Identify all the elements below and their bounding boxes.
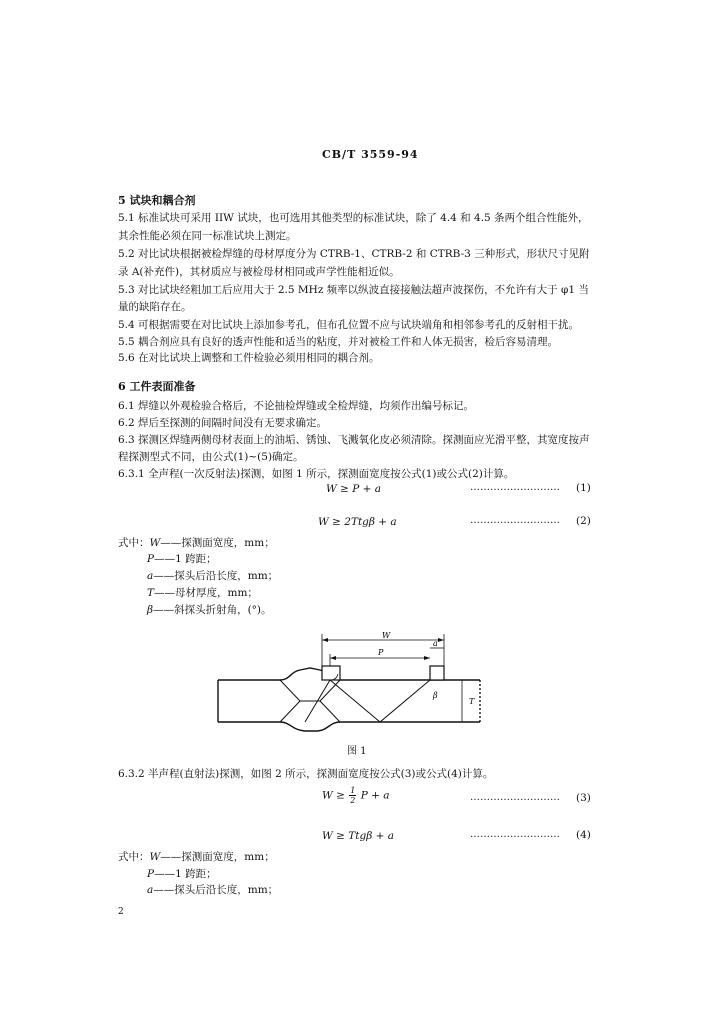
equation-1-leader: ……………………… — [470, 482, 560, 493]
def-row: 式中：W——探测面宽度，mm； — [118, 851, 275, 863]
def-row: 式中：W——探测面宽度，mm； — [118, 537, 275, 549]
fig1-label-a: a — [433, 639, 438, 648]
plate-bottom — [218, 722, 480, 731]
def-row: T——母材厚度，mm； — [147, 587, 258, 599]
para-5-1-line2: 其余性能必须在同一标准试块上测定。 — [118, 230, 297, 242]
def-row: a——探头后沿长度，mm； — [147, 884, 279, 896]
def-row: P——1 跨距； — [147, 868, 217, 880]
fig1-label-T: T — [469, 697, 475, 706]
fig1-label-beta: β — [433, 691, 438, 700]
para-5-5: 5.5 耦合剂应具有良好的透声性能和适当的粘度，并对被检工件和人体无损害，检后容易清理。 — [118, 336, 559, 348]
section-6-title: 6 工件表面准备 — [118, 380, 196, 393]
equation-2: W ≥ 2Ttgβ + a — [318, 516, 397, 528]
fig1-label-W: W — [382, 631, 391, 640]
fraction-one-half: $\frac{1}{2}$ — [350, 786, 356, 805]
equation-2-number: (2) — [576, 515, 591, 527]
definitions-1 — [118, 535, 275, 551]
equation-3-number: (3) — [576, 792, 591, 804]
para-5-2-line1: 5.2 对比试块根据被检焊缝的母材厚度分为 CTRB-1、CTRB-2 和 CTRB-3 三种形式，形状尺寸见附 — [118, 248, 590, 260]
document-header: CB/T 3559-94 — [322, 148, 419, 161]
equation-3-leader: ……………………… — [470, 792, 560, 803]
fig1-label-P: P — [378, 648, 384, 657]
equation-1: W ≥ P + a — [326, 483, 382, 495]
section-5-title: 5 试块和耦合剂 — [118, 194, 196, 207]
para-5-3-line1: 5.3 对比试块经粗加工后应用大于 2.5 MHz 频率以纵波直接接触法超声波探伤，不允许有大于 φ1 当 — [118, 284, 589, 296]
para-5-6: 5.6 在对比试块上调整和工件检验必须用相同的耦合剂。 — [118, 352, 380, 364]
para-6-1: 6.1 焊缝以外观检验合格后，不论抽检焊缝或全检焊缝，均须作出编号标记。 — [118, 400, 475, 412]
equation-2-leader: ……………………… — [470, 515, 560, 526]
def-row: β——斜探头折射角，(°)。 — [147, 604, 272, 616]
def-row: P——1 跨距； — [147, 553, 217, 565]
equation-3: W ≥ $\frac{1}{2}$ P + a — [322, 786, 390, 805]
para-5-4: 5.4 可根据需要在对比试块上添加参考孔，但布孔位置不应与试块端角和相邻参考孔的反射相干扰。 — [118, 319, 580, 331]
def-row: a——探头后沿长度，mm； — [147, 570, 279, 582]
para-6-3-1: 6.3.1 全声程(一次反射法)探测，如图 1 所示，探测面宽度按公式(1)或公式(2)计算。 — [118, 468, 515, 480]
para-6-3-line1: 6.3 探测区焊缝两侧母材表面上的油垢、锈蚀、飞溅氧化皮必须清除。探测面应光滑平整，其宽度按声 — [118, 434, 590, 446]
para-6-3-2: 6.3.2 半声程(直射法)探测，如图 2 所示，探测面宽度按公式(3)或公式(4)计算。 — [118, 768, 494, 780]
page-number: 2 — [118, 907, 124, 917]
para-5-2-line2: 录 A(补充件)，其材质应与被检母材相同或声学性能相近似。 — [118, 266, 400, 278]
para-5-3-line2: 量的缺陷存在。 — [118, 301, 192, 313]
figure-1-diagram — [210, 628, 500, 738]
equation-4-leader: ……………………… — [470, 829, 560, 840]
equation-4-number: (4) — [576, 829, 591, 841]
para-5-1-line1: 5.1 标准试块可采用 IIW 试块，也可选用其他类型的标准试块，除了 4.4 和 4.5 条两个组合性能外， — [118, 212, 589, 224]
figure-1-caption: 图 1 — [347, 746, 367, 757]
para-6-3-line2: 程探测型式不同，由公式(1)~(5)确定。 — [118, 451, 304, 463]
equation-1-number: (1) — [576, 482, 591, 494]
para-6-2: 6.2 焊后至探测的间隔时间没有无要求确定。 — [118, 417, 328, 429]
equation-4: W ≥ Ttgβ + a — [322, 830, 395, 842]
